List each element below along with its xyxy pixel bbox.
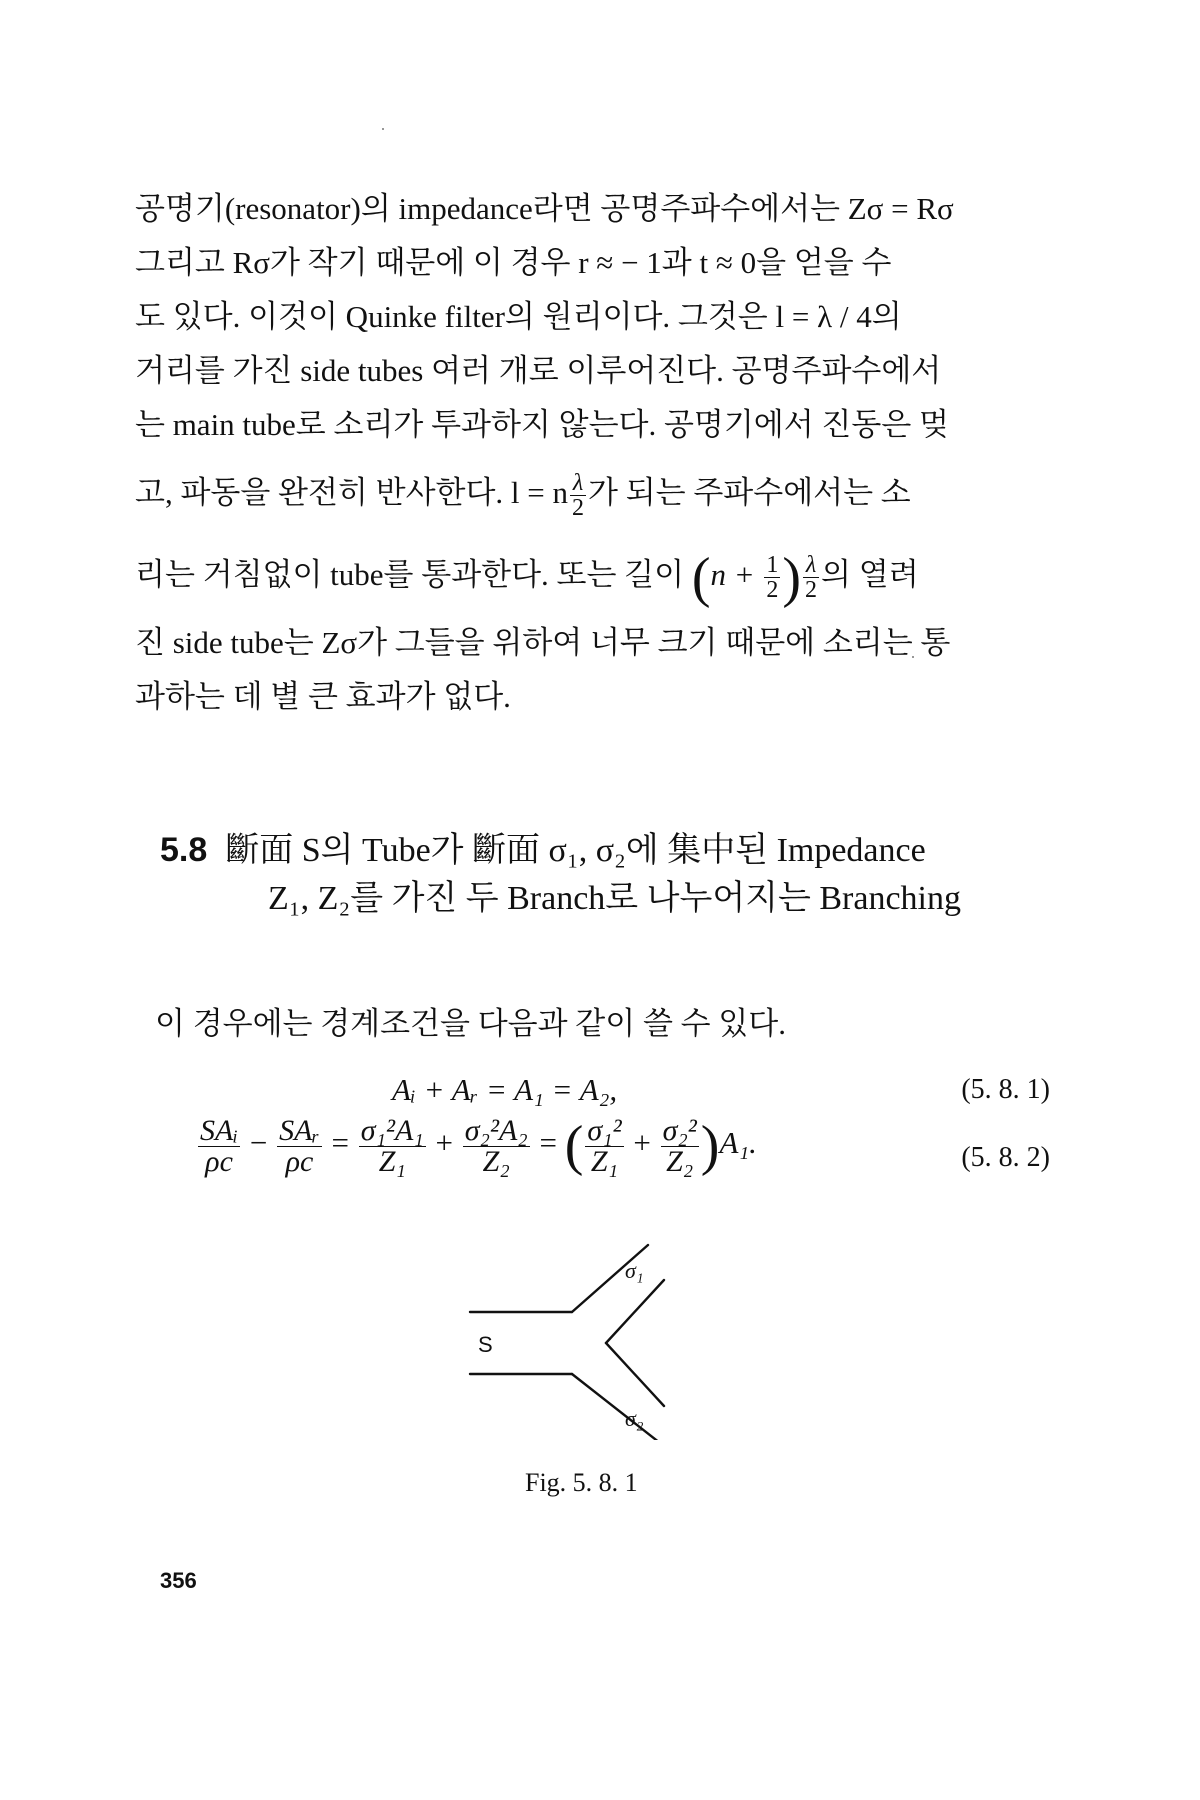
branch1-inner-wall xyxy=(606,1280,664,1343)
fraction-sai-rhoc: $\frac{\text{SAᵢ}}{\rho c}$ xyxy=(200,1113,239,1178)
speck xyxy=(382,128,384,130)
section-number: 5.8 xyxy=(160,831,208,869)
lambda-over-two: $\frac{\lambda}{2}$ xyxy=(572,470,585,522)
figure-caption: Fig. 5. 8. 1 xyxy=(525,1468,638,1497)
one-half: $\frac{1}{2}$ xyxy=(766,552,779,604)
operator: = xyxy=(539,1125,557,1161)
paragraph-line: 진 side tube는 Zσ가 그들을 위하여 너무 크기 때문에 소리는 통 xyxy=(135,625,951,660)
lambda-over-two: $\frac{\lambda}{2}$ xyxy=(805,552,818,604)
line6-pre: 고, 파동을 완전히 반사한다. l = n xyxy=(135,475,569,510)
operator: + xyxy=(435,1125,453,1161)
branching-figure xyxy=(460,1240,720,1445)
label-s: S xyxy=(478,1332,493,1357)
equation-tail: A₁. xyxy=(719,1125,757,1161)
intro-sentence: 이 경우에는 경계조건을 다음과 같이 쓸 수 있다. xyxy=(155,1006,786,1041)
section-title-line2: Z₁, Z₂를 가진 두 Branch로 나누어지는 Branching xyxy=(268,880,961,917)
body-paragraph xyxy=(135,182,1047,724)
paragraph-line: 그리고 Rσ가 작기 때문에 이 경우 r ≈ − 1과 t ≈ 0을 얻을 수 xyxy=(135,245,892,280)
line7-post: 의 열려 xyxy=(821,557,919,592)
equation-number: (5. 8. 2) xyxy=(961,1142,1050,1173)
label-sigma2: σ₂ xyxy=(625,1406,644,1431)
section-title-line1: 斷面 S의 Tube가 斷面 σ₁, σ₂에 集中된 Impedance xyxy=(225,832,926,869)
paragraph-line: 공명기(resonator)의 impedance라면 공명주파수에서는 Zσ = Rσ xyxy=(135,191,954,226)
branch2-outer-wall xyxy=(572,1374,660,1440)
paragraph-line-with-fraction xyxy=(135,452,1047,534)
page-number: 356 xyxy=(160,1568,197,1593)
section-heading xyxy=(160,826,1060,923)
operator: − xyxy=(249,1125,268,1161)
line7-pre: 리는 거침없이 tube를 통과한다. 또는 길이 xyxy=(135,557,692,592)
line6-post: 가 되는 주파수에서는 소 xyxy=(588,475,911,510)
operator: = xyxy=(331,1125,350,1161)
equation-5-8-1: Aᵢ + Aᵣ = A₁ = A₂, xyxy=(392,1072,618,1107)
paragraph-line: 는 main tube로 소리가 투과하지 않는다. 공명기에서 진동은 멎 xyxy=(135,407,949,442)
fraction-sigma2-a2-z2: $\frac{\text{σ₂²A₂}}{\text{Z₂}}$ xyxy=(464,1113,528,1178)
fraction-sigma1-a1-z1: $\frac{\text{σ₁²A₁}}{\text{Z₁}}$ xyxy=(360,1113,424,1178)
paragraph-line: 거리를 가진 side tubes 여러 개로 이루어진다. 공명주파수에서 xyxy=(135,353,942,388)
paragraph-line: 과하는 데 별 큰 효과가 없다. xyxy=(135,679,511,714)
paragraph-line: 도 있다. 이것이 Quinke filter의 원리이다. 그것은 l = λ / 4의 xyxy=(135,299,902,334)
branching-tube-diagram xyxy=(460,1240,720,1440)
fraction-sigma2-z2: $\frac{\text{σ₂²}}{\text{Z₂}}$ xyxy=(662,1113,697,1178)
label-sigma1: σ₁ xyxy=(625,1258,644,1283)
equation-number: (5. 8. 1) xyxy=(961,1074,1050,1105)
fraction-sigma1-z1: $\frac{\text{σ₁²}}{\text{Z₁}}$ xyxy=(587,1113,622,1178)
branch2-inner-wall xyxy=(606,1343,664,1406)
equation-5-8-2 xyxy=(196,1114,757,1178)
paragraph-line-with-fraction: 리는 거침없이 tube를 통과한다. 또는 길이 (n + $\frac{1}{2}$ ) $\frac{\lambda}{2}$ 의 열려 xyxy=(135,546,919,609)
operator: + xyxy=(633,1125,651,1161)
left-paren: ( xyxy=(564,1115,584,1177)
fraction-sar-rhoc: $\frac{\text{SAᵣ}}{\rho c}$ xyxy=(279,1113,320,1178)
right-paren: ) xyxy=(700,1115,720,1177)
